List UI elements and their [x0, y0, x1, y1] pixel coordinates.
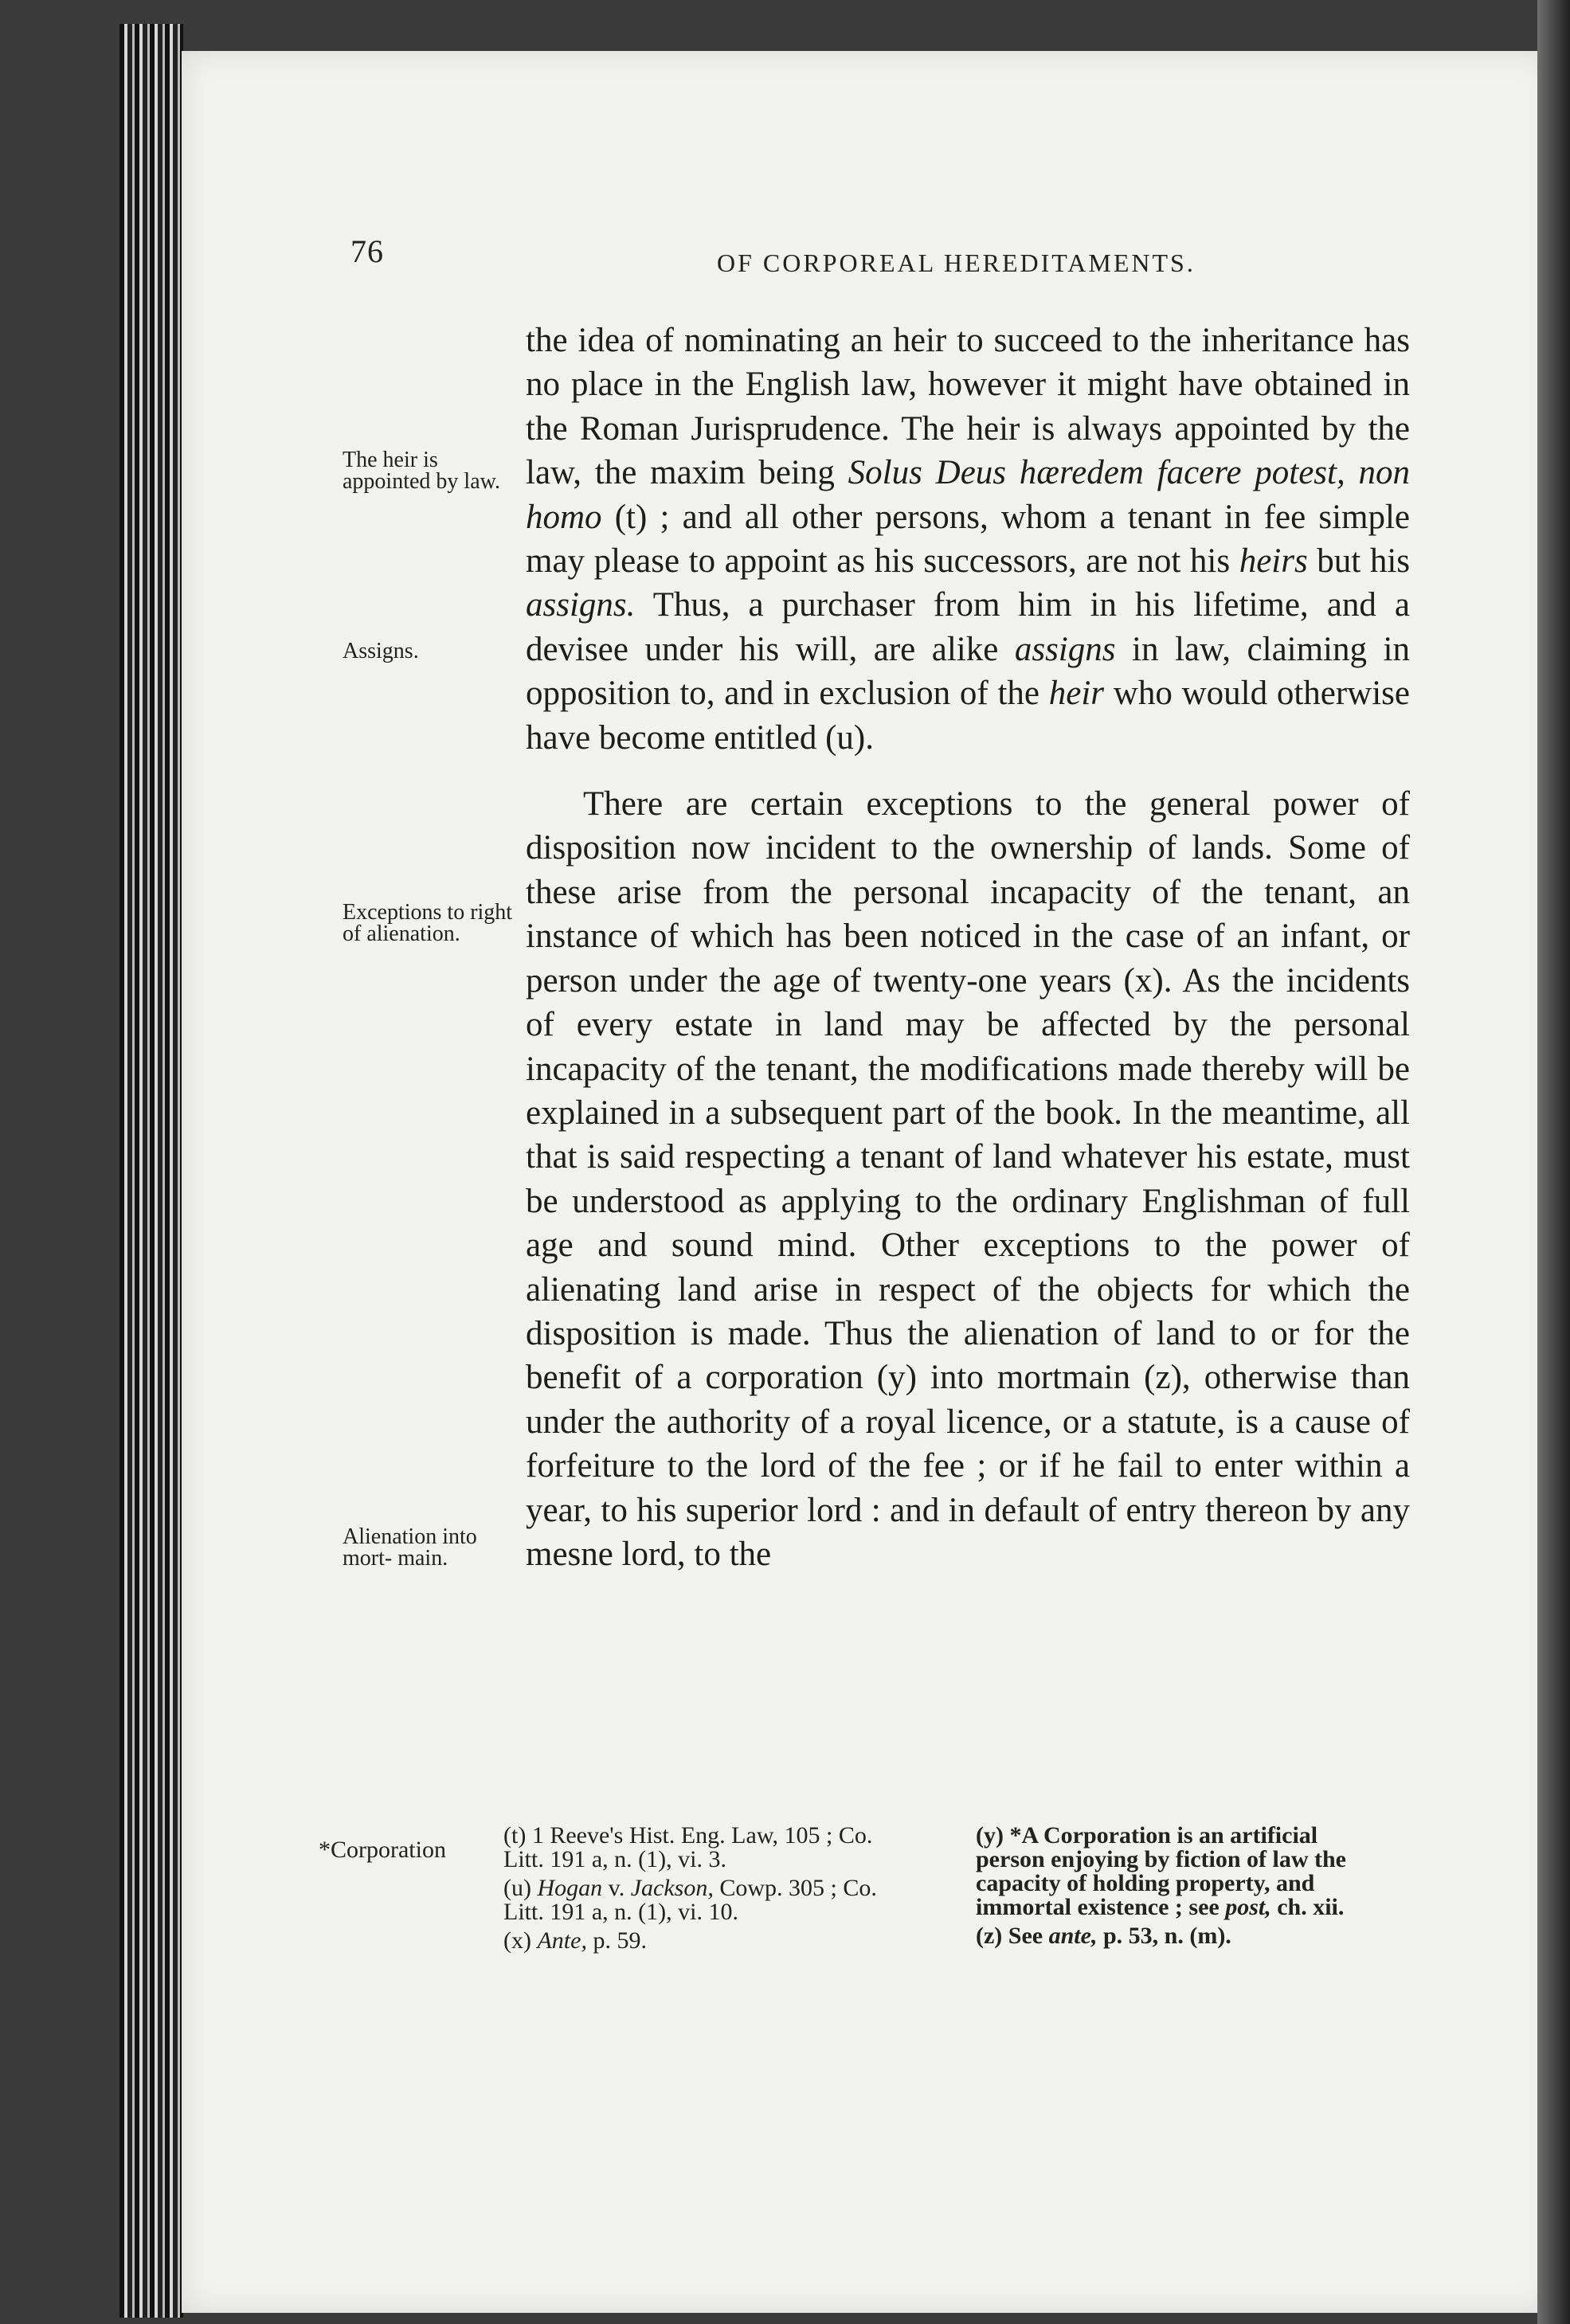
text-run: who would otherwise have become entitled (u).: [526, 675, 1410, 757]
text-run: but his: [1307, 542, 1410, 581]
running-head: OF CORPOREAL HEREDITAMENTS.: [717, 248, 1196, 277]
ante-ref: ante,: [1048, 1923, 1098, 1949]
text-run: (z) See: [976, 1923, 1049, 1949]
footnotes-left: [503, 1824, 918, 1958]
sidenote-assigns: Assigns.: [343, 639, 419, 663]
footnotes-right: [976, 1824, 1390, 1953]
footnote-z: [976, 1924, 1390, 1948]
book-binding-edge: [119, 24, 183, 2318]
text-run: (y) *A Corporation is an artificial person enjoying by fiction of law the capacity of holding property, and immortal existence ; see: [976, 1822, 1346, 1920]
emphasis-assigns: assigns.: [526, 586, 636, 624]
text-run: (u): [503, 1875, 538, 1901]
paragraph-exceptions: There are certain exceptions to the general power of disposition now incident to the ownership of lands. Some of these arise from the personal incapacity of the tenant, an instance of which has been noticed in the case of an infant, or person under the age of twenty-one years (x). As the incidents of every estate in land may be affected by the personal incapacity of the tenant, the modifications made thereby will be explained in a subsequent part of the book. In the meantime, all that is said respecting a tenant of land whatever his estate, must be understood as applying to the ordinary Englishman of full age and sound mind. Other exceptions to the power of alienating land arise in respect of the objects for which the disposition is made. Thus the alienation of land to or for the benefit of a corporation (y) into mortmain (z), otherwise than under the authority of a royal licence, or a statute, is a cause of forfeiture to the lord of the fee ; or if he fail to enter within a year, to his superior lord : and in default of entry thereon by any mesne lord, to the: [526, 785, 1410, 1573]
case-name: Jackson,: [630, 1875, 714, 1901]
sidenote-mortmain: Alienation into mort- main.: [343, 1524, 477, 1571]
text-run: the idea of nominating an heir to succeed to the inheritance has no place in the English law, however it might have obtained in the Roman Jurisprudence. The heir is always appointed by the law, the maxim being: [526, 322, 1410, 492]
text-run: v.: [602, 1875, 631, 1901]
footnote-y: [976, 1824, 1390, 1919]
page-right-edge: [1537, 0, 1570, 2324]
main-text: [526, 319, 1410, 1576]
footnote-t: (t) 1 Reeve's Hist. Eng. Law, 105 ; Co. Litt. 191 a, n. (1), vi. 3.: [503, 1822, 873, 1872]
text-run: ch. xii.: [1270, 1894, 1345, 1920]
text-run: p. 53, n. (m).: [1097, 1923, 1231, 1949]
emphasis-heir: heir: [1048, 675, 1105, 713]
text-run: p. 59.: [586, 1927, 647, 1954]
text-run: (x): [503, 1927, 538, 1954]
paragraph-heir: [526, 319, 1410, 760]
text-run: in law, claiming in opposition to, and in exclusion of the: [526, 630, 1410, 713]
footnote-u: [503, 1876, 918, 1924]
text-run: (t) ; and all other persons, whom a tenant in fee simple may please to appoint as his successors, are not his: [526, 498, 1410, 581]
footnote-x: [503, 1929, 918, 1953]
emphasis-assigns: assigns: [1014, 630, 1116, 668]
text-run: Cowp. 305 ; Co. Litt. 191 a, n. (1), vi. 10.: [503, 1875, 877, 1925]
post-ref: post,: [1225, 1894, 1271, 1920]
sidenote-heir: The heir is appointed by law.: [343, 448, 501, 494]
sidenote-corporation: *Corporation: [319, 1837, 446, 1863]
latin-maxim: Solus Deus hæredem facere potest, non homo: [526, 454, 1410, 536]
case-name: Hogan: [537, 1875, 603, 1901]
ante-ref: Ante,: [537, 1927, 587, 1954]
emphasis-heirs: heirs: [1239, 542, 1308, 581]
sidenote-exceptions: Exceptions to right of alienation.: [343, 900, 513, 946]
text-run: Thus, a purchaser from him in his lifetime, and a devisee under his will, are alike: [526, 586, 1410, 668]
page-number: 76: [350, 233, 384, 269]
